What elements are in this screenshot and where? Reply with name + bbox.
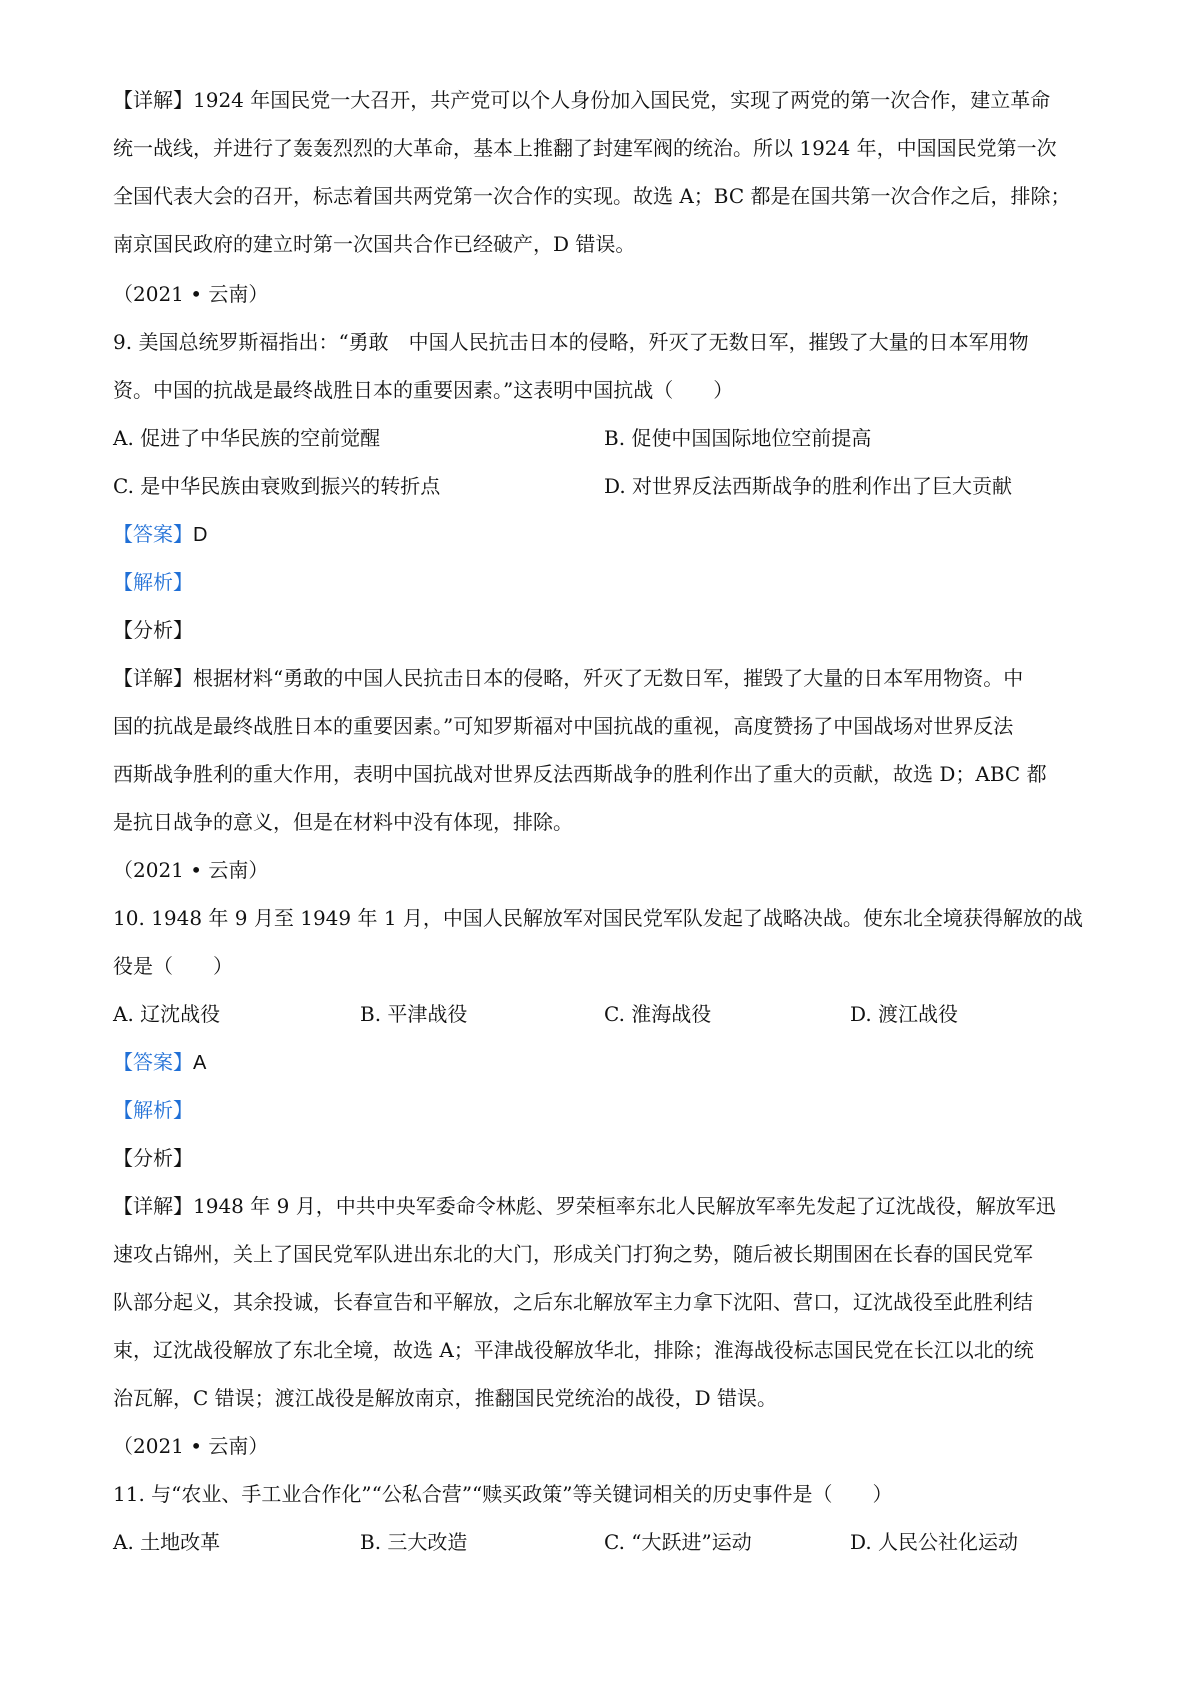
q9-answer-value: D xyxy=(193,524,208,546)
q10-analysis-label: 【解析】 xyxy=(113,1098,193,1122)
q8-detail-line-2: 统一战线，并进行了轰轰烈烈的大革命，基本上推翻了封建军阀的统治。所以 1924 年，中国国民党第一次 xyxy=(113,136,1057,160)
q11-option-b: B. 三大改造 xyxy=(360,1530,468,1554)
q9-option-a: A. 促进了中华民族的空前觉醒 xyxy=(113,426,381,450)
q8-detail-line-3: 全国代表大会的召开，标志着国共两党第一次合作的实现。故选 A；BC 都是在国共第一次合作之后，排除； xyxy=(113,184,1071,208)
q11-stem-line-1: 11. 与“农业、手工业合作化”“公私合营”“赎买政策”等关键词相关的历史事件是（ ） xyxy=(113,1482,893,1506)
q11-source: （2021 • 云南） xyxy=(113,1434,269,1458)
q10-detail-line-1: 【详解】1948 年 9 月，中共中央军委命令林彪、罗荣桓率东北人民解放军率先发起了辽沈战役，解放军迅 xyxy=(113,1194,1056,1218)
q10-fenxi-label: 【分析】 xyxy=(113,1146,193,1170)
q10-answer-row xyxy=(113,1048,1103,1077)
q9-detail-line-3: 西斯战争胜利的重大作用，表明中国抗战对世界反法西斯战争的胜利作出了重大的贡献，故选 D；ABC 都 xyxy=(113,762,1047,786)
q10-option-b: B. 平津战役 xyxy=(360,1002,468,1026)
q9-stem-line-1: 9. 美国总统罗斯福指出：“勇敢 中国人民抗击日本的侵略，歼灭了无数日军，摧毁了大量的日本军用物 xyxy=(113,330,1029,354)
q9-answer-row xyxy=(113,520,1103,549)
q11-option-c: C. “大跃进”运动 xyxy=(604,1530,752,1554)
q10-detail-line-2: 速攻占锦州，关上了国民党军队进出东北的大门，形成关门打狗之势，随后被长期围困在长春的国民党军 xyxy=(113,1242,1033,1266)
q9-option-b: B. 促使中国国际地位空前提高 xyxy=(604,426,872,450)
q9-option-c: C. 是中华民族由衰败到振兴的转折点 xyxy=(113,474,441,498)
q9-detail-line-4: 是抗日战争的意义，但是在材料中没有体现，排除。 xyxy=(113,810,573,834)
q9-option-d: D. 对世界反法西斯战争的胜利作出了巨大贡献 xyxy=(604,474,1013,498)
q10-stem-line-1: 10. 1948 年 9 月至 1949 年 1 月，中国人民解放军对国民党军队发起了战略决战。使东北全境获得解放的战 xyxy=(113,906,1083,930)
q10-option-a: A. 辽沈战役 xyxy=(113,1002,221,1026)
q10-detail-line-4: 束，辽沈战役解放了东北全境，故选 A；平津战役解放华北，排除；淮海战役标志国民党在长江以北的统 xyxy=(113,1338,1034,1362)
q9-detail-line-1: 【详解】根据材料“勇敢的中国人民抗击日本的侵略，歼灭了无数日军，摧毁了大量的日本军用物资。中 xyxy=(113,666,1024,690)
q10-detail-line-3: 队部分起义，其余投诚，长春宣告和平解放，之后东北解放军主力拿下沈阳、营口，辽沈战役至此胜利结 xyxy=(113,1290,1033,1314)
q10-source: （2021 • 云南） xyxy=(113,858,269,882)
q9-detail-line-2: 国的抗战是最终战胜日本的重要因素。”可知罗斯福对中国抗战的重视，高度赞扬了中国战场对世界反法 xyxy=(113,714,1014,738)
q11-option-a: A. 土地改革 xyxy=(113,1530,221,1554)
q10-answer-label: 【答案】 xyxy=(113,1050,193,1074)
q10-stem-line-2: 役是（ ） xyxy=(113,954,233,978)
q8-detail-line-4: 南京国民政府的建立时第一次国共合作已经破产，D 错误。 xyxy=(113,232,636,256)
q9-stem-line-2: 资。中国的抗战是最终战胜日本的重要因素。”这表明中国抗战（ ） xyxy=(113,378,734,402)
q10-option-d: D. 渡江战役 xyxy=(850,1002,959,1026)
q8-detail-line-1: 【详解】1924 年国民党一大召开，共产党可以个人身份加入国民党，实现了两党的第一次合作，建立革命 xyxy=(113,88,1051,112)
q9-answer-label: 【答案】 xyxy=(113,522,193,546)
q9-source: （2021 • 云南） xyxy=(113,282,269,306)
q10-detail-line-5: 治瓦解，C 错误；渡江战役是解放南京，推翻国民党统治的战役，D 错误。 xyxy=(113,1386,778,1410)
q9-fenxi-label: 【分析】 xyxy=(113,618,193,642)
q11-option-d: D. 人民公社化运动 xyxy=(850,1530,1019,1554)
q10-answer-value: A xyxy=(193,1052,207,1074)
q10-option-c: C. 淮海战役 xyxy=(604,1002,712,1026)
q9-analysis-label: 【解析】 xyxy=(113,570,193,594)
